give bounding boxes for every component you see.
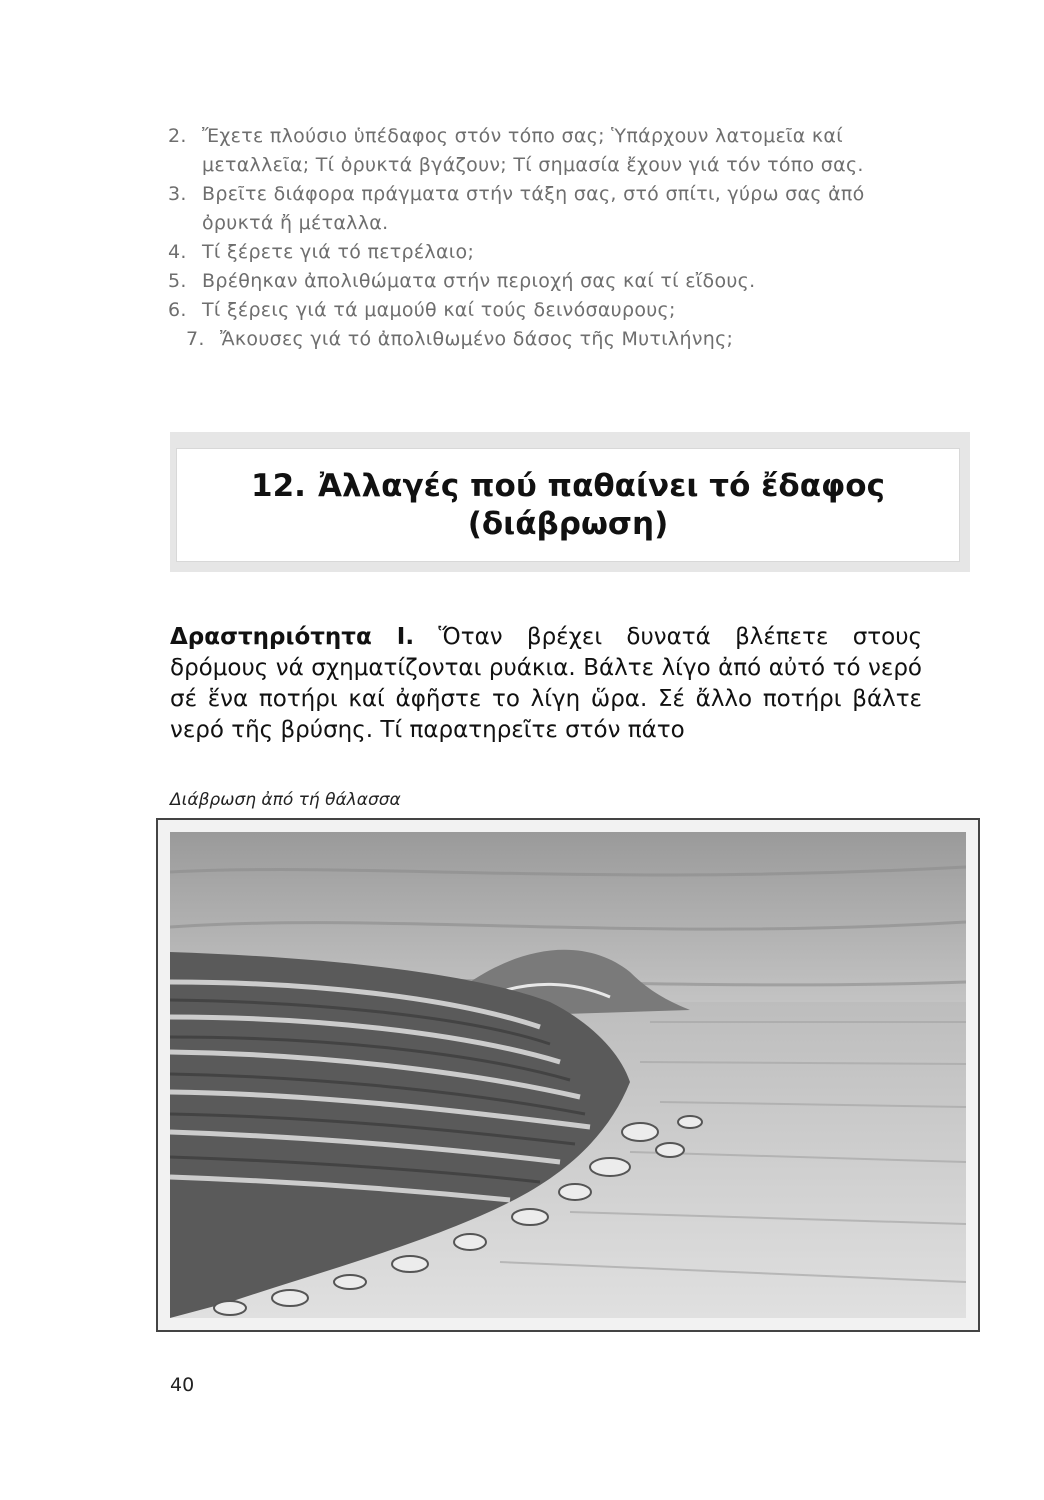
question-number: 3. xyxy=(168,183,187,205)
figure-caption: Διάβρωση ἀπό τή θάλασσα xyxy=(170,790,401,810)
chapter-heading xyxy=(176,448,960,562)
list-item xyxy=(168,296,928,325)
page-number: 40 xyxy=(170,1374,195,1396)
chapter-number: 12. xyxy=(251,468,306,504)
question-text: Βρεῖτε διάφορα πράγματα στήν τάξη σας, στό σπίτι, γύρω σας ἀπό ὀρυκτά ἤ μέταλλα. xyxy=(202,183,865,234)
activity-paragraph xyxy=(170,622,922,746)
question-text: Βρέθηκαν ἀπολιθώματα στήν περιοχή σας καί τί εἴδους. xyxy=(202,270,756,292)
list-item xyxy=(168,325,928,354)
list-item xyxy=(168,122,928,180)
activity-label: Δραστηριότητα Ι. xyxy=(170,624,415,650)
erosion-illustration xyxy=(156,818,980,1332)
question-text: Τί ξέρετε γιά τό πετρέλαιο; xyxy=(202,241,475,263)
question-number: 2. xyxy=(168,125,187,147)
question-list xyxy=(168,122,928,354)
list-item xyxy=(168,180,928,238)
heading-title-line xyxy=(251,467,885,505)
chapter-title: Ἀλλαγές πού παθαίνει τό ἔδαφος xyxy=(317,468,885,504)
question-number: 7. xyxy=(186,328,205,350)
question-number: 4. xyxy=(168,241,187,263)
list-item xyxy=(168,238,928,267)
question-text: Ἄκουσες γιά τό ἀπολιθωμένο δάσος τῆς Μυτιλήνης; xyxy=(220,328,734,350)
activity-text: Ὅταν βρέχει δυνατά βλέπετε στους δρόμους νά σχηματίζονται ρυάκια. Βάλτε λίγο ἀπό αὐτό τό νερό σέ ἕνα ποτήρι καί ἀφῆστε το λίγη ὥρα. Σέ ἄλλο ποτήρι βάλτε νερό τῆς βρύσης. Τί παρατηρεῖτε στόν πάτο xyxy=(170,624,923,743)
question-text: Τί ξέρεις γιά τά μαμούθ καί τούς δεινόσαυρους; xyxy=(202,299,676,321)
question-text: Ἔχετε πλούσιο ὑπέδαφος στόν τόπο σας; Ὑπάρχουν λατομεῖα καί μεταλλεῖα; Τί ὀρυκτά βγάζουν; Τί σημασία ἔχουν γιά τόν τόπο σας. xyxy=(202,125,864,176)
coastal-cliff-drawing xyxy=(170,832,966,1318)
chapter-subtitle: (διάβρωση) xyxy=(467,506,669,542)
question-number: 6. xyxy=(168,299,187,321)
question-number: 5. xyxy=(168,270,187,292)
list-item xyxy=(168,267,928,296)
